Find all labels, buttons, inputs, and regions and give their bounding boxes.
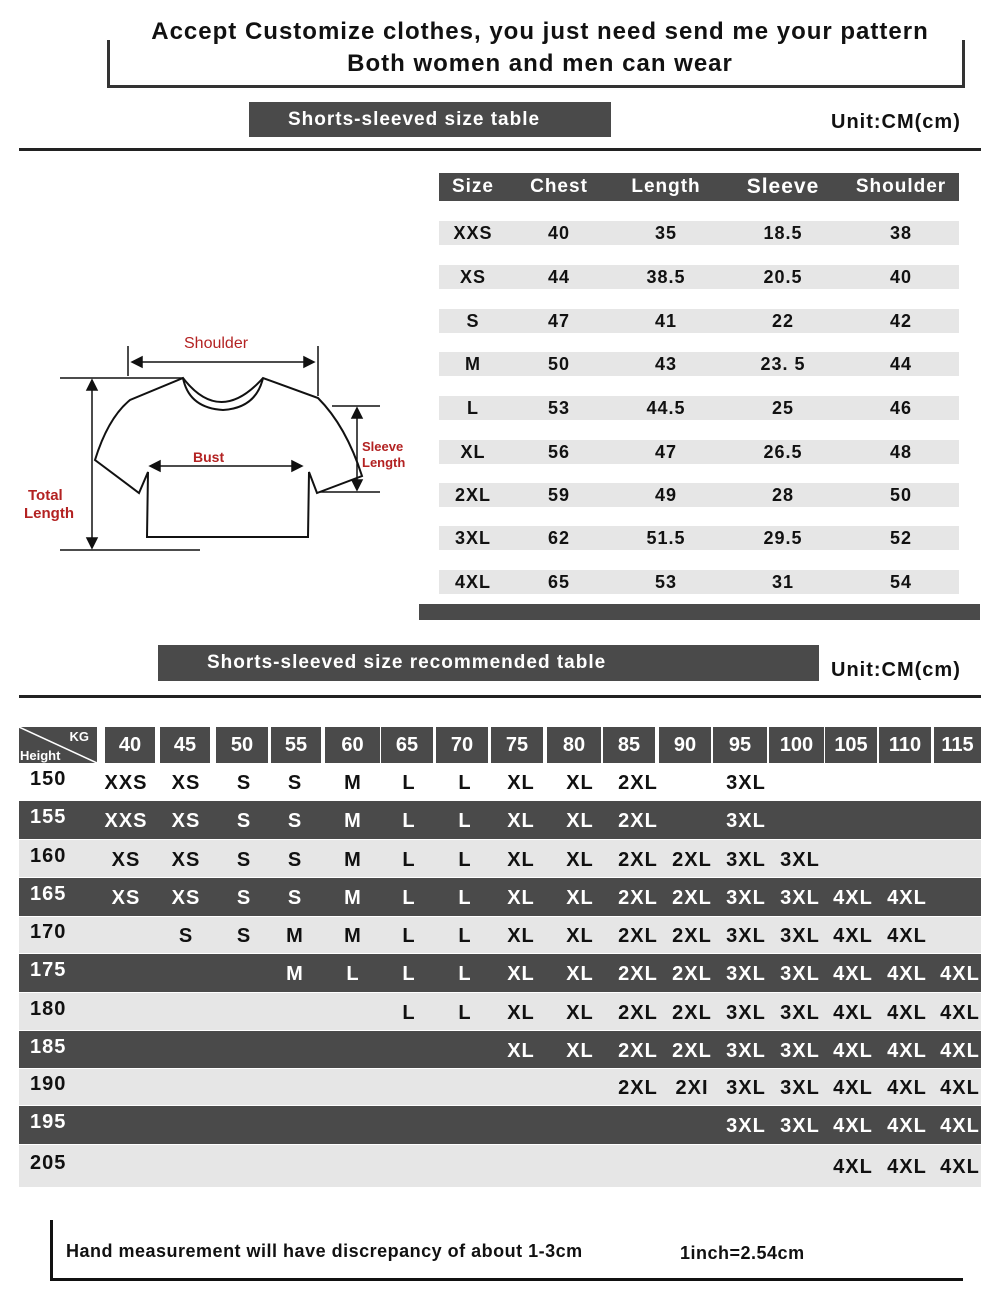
label-total: Total (28, 487, 63, 504)
rec-size-cell: XL (566, 1001, 594, 1024)
divider-top (19, 148, 981, 151)
kg-header-cell: 100 (769, 727, 824, 763)
rec-size-cell: L (458, 772, 472, 794)
rec-size-cell: L (458, 848, 472, 871)
size-table-cell: 46 (889, 398, 913, 418)
rec-size-cell: 4XL (833, 1039, 873, 1062)
size-table-cell: 53 (654, 572, 678, 592)
rec-table-row (19, 1106, 981, 1144)
rec-size-cell: XL (566, 925, 594, 947)
rec-size-cell: M (344, 925, 362, 947)
rec-size-cell: 4XL (940, 1156, 980, 1178)
size-table-cell: 43 (654, 354, 678, 374)
rec-size-cell: 4XL (940, 1001, 980, 1024)
rec-size-cell: 2XI (675, 1077, 709, 1099)
rec-size-cell: 4XL (940, 1077, 980, 1099)
rec-height-cell: 195 (30, 1111, 67, 1133)
rec-table-row (19, 1145, 981, 1187)
rec-size-cell: 2XL (618, 963, 658, 985)
label-bust: Bust (193, 449, 225, 465)
rec-size-cell: 3XL (780, 963, 820, 985)
kg-header-cell: 50 (216, 727, 268, 763)
rec-size-cell: 4XL (940, 1039, 980, 1062)
size-table-cell: 38.5 (646, 267, 686, 287)
size-table-cell: 56 (547, 442, 571, 462)
rec-size-cell: 3XL (726, 963, 766, 985)
rec-table-row (19, 878, 981, 916)
rec-table-unit: Unit:CM(cm) (831, 659, 961, 681)
size-table-cell: 41 (654, 311, 678, 331)
label-sleeve-length: Length (362, 455, 406, 470)
rec-size-cell: 4XL (833, 1077, 873, 1099)
rec-table-row (19, 993, 981, 1030)
rec-size-cell: XS (171, 772, 201, 794)
size-table-row (439, 352, 959, 376)
size-table-cell: 26.5 (763, 442, 803, 462)
kg-header-cell: 80 (547, 727, 601, 763)
rec-size-cell: 4XL (887, 1156, 927, 1178)
size-table-cell: 28 (771, 485, 795, 505)
rec-size-cell: XL (507, 848, 535, 871)
rec-size-cell: 3XL (726, 772, 766, 794)
rec-size-cell: 3XL (780, 848, 820, 871)
rec-size-cell: 4XL (887, 1001, 927, 1024)
rec-size-cell: 3XL (780, 887, 820, 909)
rec-size-cell: S (178, 925, 194, 947)
rec-size-cell: 3XL (726, 1077, 766, 1099)
rec-size-cell: XL (566, 848, 594, 871)
rec-size-cell: 2XL (672, 963, 712, 985)
rec-table-title: Shorts-sleeved size recommended table (158, 645, 819, 681)
rec-table-row (19, 1069, 981, 1105)
size-table-cell: 40 (889, 267, 913, 287)
rec-size-cell: 3XL (726, 848, 766, 871)
rec-table-row (19, 801, 981, 839)
label-sleeve: Sleeve (362, 439, 404, 454)
rec-size-cell: 4XL (887, 925, 927, 947)
rec-size-cell: 2XL (618, 1039, 658, 1062)
label-shoulder: Shoulder (184, 335, 249, 352)
rec-size-cell: XL (566, 963, 594, 985)
size-table-cell: 44 (889, 354, 913, 374)
rec-size-cell: XL (507, 1001, 535, 1024)
kg-header-cell: 60 (325, 727, 380, 763)
rec-size-cell: S (287, 887, 303, 909)
rec-size-cell: 4XL (833, 1001, 873, 1024)
rec-size-cell: S (236, 810, 252, 832)
size-table-cell: 47 (654, 442, 678, 462)
size-table-cell: 3XL (454, 528, 492, 548)
rec-size-cell: 2XL (618, 810, 658, 832)
rec-size-cell: 4XL (833, 963, 873, 985)
rec-size-cell: L (458, 810, 472, 832)
rec-size-cell: 2XL (672, 887, 712, 909)
footer-conversion: 1inch=2.54cm (680, 1243, 805, 1263)
size-table-cell: 44.5 (646, 398, 686, 418)
size-table-cell: 38 (889, 223, 913, 243)
size-table-cell: 51.5 (646, 528, 686, 548)
rec-size-cell: 2XL (618, 772, 658, 794)
size-table-cell: 54 (889, 572, 913, 592)
size-table-cell: S (466, 311, 480, 331)
rec-size-cell: 3XL (726, 1039, 766, 1062)
rec-size-cell: XS (111, 848, 141, 871)
size-table-cell: 53 (547, 398, 571, 418)
rec-size-cell: 3XL (780, 1077, 820, 1099)
size-table-row (439, 396, 959, 420)
rec-height-cell: 165 (30, 883, 67, 905)
size-table-title: Shorts-sleeved size table (249, 102, 611, 137)
kg-header-cell: 75 (491, 727, 543, 763)
rec-size-cell: 3XL (726, 1115, 766, 1137)
rec-height-cell: 190 (30, 1073, 67, 1095)
size-table-cell: 4XL (454, 572, 492, 592)
rec-size-cell: L (402, 810, 416, 832)
rec-size-cell: L (458, 925, 472, 947)
rec-size-cell: L (402, 963, 416, 985)
rec-size-cell: 4XL (887, 963, 927, 985)
size-table-header (439, 173, 959, 201)
rec-height-cell: 185 (30, 1035, 67, 1058)
rec-table-row (19, 840, 981, 877)
size-table-row (439, 440, 959, 464)
rec-height-cell: 160 (30, 844, 67, 867)
rec-corner-cell (19, 727, 97, 763)
rec-size-cell: XXS (104, 772, 148, 794)
rec-size-cell: 2XL (672, 1001, 712, 1024)
rec-size-cell: 4XL (887, 1115, 927, 1137)
rec-size-cell: XS (171, 810, 201, 832)
rec-size-cell: M (286, 963, 304, 985)
size-table-cell: 65 (547, 572, 571, 592)
col-length: Length (631, 176, 701, 197)
rec-size-cell: S (236, 848, 252, 871)
size-table-cell: 35 (654, 223, 678, 243)
rec-size-cell: L (402, 925, 416, 947)
size-table-cell: 62 (547, 528, 571, 548)
rec-size-cell: XL (507, 810, 535, 832)
rec-size-cell: M (344, 810, 362, 832)
rec-size-cell: 2XL (618, 848, 658, 871)
rec-size-cell: XS (171, 887, 201, 909)
size-table-cell: 52 (889, 528, 913, 548)
rec-size-cell: 3XL (780, 925, 820, 947)
rec-size-cell: S (236, 887, 252, 909)
rec-size-cell: 2XL (618, 1077, 658, 1099)
kg-header-cell: 115 (934, 727, 981, 763)
rec-size-cell: L (346, 963, 360, 985)
kg-header-cell: 85 (603, 727, 655, 763)
rec-size-cell: 4XL (833, 887, 873, 909)
rec-size-cell: 2XL (618, 887, 658, 909)
kg-header-cell: 105 (825, 727, 877, 763)
label-total-length: Length (24, 505, 74, 522)
rec-size-cell: 3XL (726, 810, 766, 832)
rec-size-cell: L (402, 1001, 416, 1024)
rec-size-cell: 3XL (726, 887, 766, 909)
size-table-cell: 31 (771, 572, 795, 592)
rec-size-cell: M (344, 772, 362, 794)
kg-header-cell: 45 (160, 727, 210, 763)
rec-table-row (19, 954, 981, 992)
footer-note: Hand measurement will have discrepancy of about 1-3cm (66, 1241, 583, 1261)
kg-header-cell: 110 (879, 727, 931, 763)
size-table-row (439, 483, 959, 507)
rec-size-cell: 3XL (726, 1001, 766, 1024)
rec-size-cell: M (344, 848, 362, 871)
size-table-cell: 29.5 (763, 528, 803, 548)
size-table-cell: 23. 5 (760, 354, 806, 374)
rec-height-cell: 205 (30, 1152, 67, 1174)
rec-size-cell: 3XL (780, 1039, 820, 1062)
size-table-row (439, 526, 959, 550)
rec-size-cell: L (458, 1001, 472, 1024)
rec-size-cell: M (286, 925, 304, 947)
size-table-cell: 40 (547, 223, 571, 243)
size-table-cell: M (465, 354, 481, 374)
size-table-cell: 2XL (454, 485, 492, 505)
size-table-cell: L (467, 398, 479, 418)
size-table-cell: 42 (889, 311, 913, 331)
rec-size-cell: 3XL (780, 1001, 820, 1024)
kg-header-cell: 70 (436, 727, 488, 763)
rec-size-cell: L (402, 848, 416, 871)
rec-size-cell: 4XL (833, 925, 873, 947)
rec-size-cell: XL (566, 810, 594, 832)
size-table-cell: 20.5 (763, 267, 803, 287)
size-table-cell: 50 (547, 354, 571, 374)
col-size: Size (451, 176, 495, 197)
size-table-unit: Unit:CM(cm) (831, 111, 961, 133)
header-line-2: Both women and men can wear (347, 50, 733, 77)
size-table-cell: XS (459, 267, 487, 287)
rec-size-cell: 4XL (940, 1115, 980, 1137)
rec-height-cell: 155 (30, 806, 67, 828)
rec-size-cell: 4XL (833, 1115, 873, 1137)
size-table-cell: 22 (771, 311, 795, 331)
rec-height-cell: 150 (30, 768, 67, 790)
rec-size-cell: 4XL (887, 1039, 927, 1062)
rec-size-cell: XL (507, 1039, 535, 1062)
rec-size-cell: S (236, 772, 252, 794)
rec-size-cell: 4XL (940, 963, 980, 985)
size-table-row (439, 265, 959, 289)
divider-middle (19, 695, 981, 698)
rec-size-cell: M (344, 887, 362, 909)
size-table-cell: XL (460, 442, 486, 462)
size-table-cell: 50 (889, 485, 913, 505)
rec-size-cell: 3XL (780, 1115, 820, 1137)
rec-size-cell: L (458, 887, 472, 909)
rec-size-cell: 2XL (672, 1039, 712, 1062)
size-table-row (439, 309, 959, 333)
header-line-1: Accept Customize clothes, you just need send me your pattern (151, 18, 929, 45)
size-table-cell: 25 (771, 398, 795, 418)
size-table-cell: 47 (547, 311, 571, 331)
rec-size-cell: L (402, 887, 416, 909)
rec-size-cell: XL (507, 772, 535, 794)
rec-size-cell: 2XL (618, 925, 658, 947)
rec-table-row (19, 917, 981, 953)
size-table-row (439, 570, 959, 594)
rec-size-cell: S (287, 848, 303, 871)
size-table-cell: 18.5 (763, 223, 803, 243)
kg-header-cell: 65 (381, 727, 433, 763)
rec-size-cell: 2XL (672, 848, 712, 871)
rec-height-cell: 180 (30, 997, 67, 1020)
rec-size-cell: XL (507, 925, 535, 947)
rec-size-cell: XS (171, 848, 201, 871)
rec-table-row (19, 764, 981, 800)
size-table-cell: 59 (547, 485, 571, 505)
rec-table-row (19, 1031, 981, 1068)
rec-size-cell: 3XL (726, 925, 766, 947)
size-table-cell: 44 (547, 267, 571, 287)
rec-height-cell: 170 (30, 921, 67, 943)
rec-size-cell: 2XL (672, 925, 712, 947)
rec-size-cell: XS (111, 887, 141, 909)
rec-size-cell: L (458, 963, 472, 985)
rec-size-cell: XL (507, 887, 535, 909)
col-shoulder: Shoulder (855, 176, 947, 197)
corner-kg-label: KG (69, 729, 89, 744)
rec-height-cell: 175 (30, 959, 67, 981)
rec-size-cell: L (402, 772, 416, 794)
corner-height-label: Height (20, 748, 61, 763)
size-table-bottom-bar (419, 604, 980, 620)
rec-size-cell: XL (507, 963, 535, 985)
rec-size-cell: S (287, 810, 303, 832)
rec-size-cell: 4XL (887, 887, 927, 909)
col-chest: Chest (530, 176, 588, 197)
rec-size-cell: S (236, 925, 252, 947)
rec-size-cell: XXS (104, 810, 148, 832)
kg-header-cell: 55 (271, 727, 321, 763)
rec-size-cell: 4XL (833, 1156, 873, 1178)
col-sleeve: Sleeve (746, 175, 820, 198)
rec-size-cell: 2XL (618, 1001, 658, 1024)
rec-size-cell: S (287, 772, 303, 794)
size-table-cell: XXS (453, 223, 493, 243)
rec-size-cell: XL (566, 772, 594, 794)
size-table-cell: 49 (654, 485, 678, 505)
rec-size-cell: 4XL (887, 1077, 927, 1099)
rec-size-cell: XL (566, 1039, 594, 1062)
rec-size-cell: XL (566, 887, 594, 909)
kg-header-cell: 95 (713, 727, 767, 763)
kg-header-cell: 40 (105, 727, 155, 763)
size-table-row (439, 221, 959, 245)
size-table-cell: 48 (889, 442, 913, 462)
kg-header-cell: 90 (659, 727, 711, 763)
